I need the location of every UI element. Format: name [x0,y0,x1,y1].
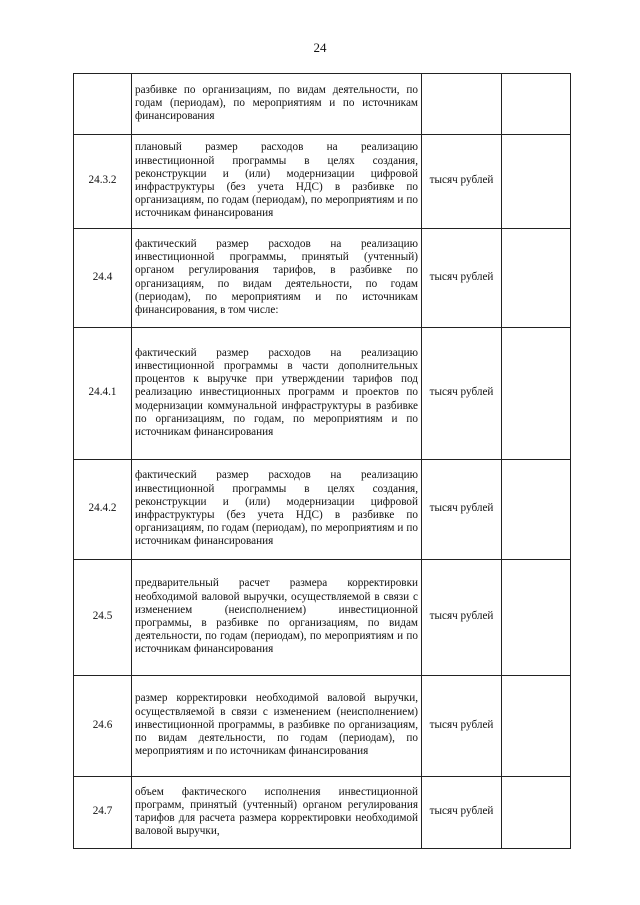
row-description: разбивке по организациям, по видам деятельности, по годам (периодам), по мероприятиям и по источникам финансирования [132,74,422,135]
row-number: 24.7 [74,777,132,849]
row-unit: тысяч рублей [422,328,502,460]
row-value [502,328,571,460]
row-number [74,74,132,135]
row-description: фактический размер расходов на реализацию инвестиционной программы в части дополнительных процентов к выручке при утверждении тарифов под реализацию инвестиционных программ и проектов по модернизации коммунальной инфраструктуры в разбивке по организациям, по годам, по мероприятиям и по источникам финансирования [132,328,422,460]
row-number: 24.5 [74,560,132,676]
table-row [74,460,571,560]
table-row [74,777,571,849]
row-description: объем фактического исполнения инвестиционной программ, принятый (учтенный) органом регулирования тарифов для расчета размера корректировки необходимой валовой выручки, [132,777,422,849]
table-row [74,328,571,460]
row-description: предварительный расчет размера корректировки необходимой валовой выручки, осуществляемой в связи с изменением (неисполнением) инвестиционной программы, в разбивке по организациям, по видам деятельности, по годам (периодам), по мероприятиям и по источникам финансирования [132,560,422,676]
row-value [502,560,571,676]
row-unit: тысяч рублей [422,135,502,229]
row-unit: тысяч рублей [422,777,502,849]
row-unit: тысяч рублей [422,229,502,328]
table-row [74,135,571,229]
row-number: 24.4 [74,229,132,328]
indicators-table [73,73,571,849]
table-row [74,74,571,135]
row-number: 24.3.2 [74,135,132,229]
row-value [502,676,571,777]
row-description: фактический размер расходов на реализацию инвестиционной программы в целях создания, реконструкции и (или) модернизации цифровой инфраструктуры (без учета НДС) в разбивке по организациям, по годам (периодам), по мероприятиям и по источникам финансирования [132,460,422,560]
row-unit: тысяч рублей [422,676,502,777]
row-value [502,229,571,328]
page-number: 24 [313,40,327,55]
row-description: размер корректировки необходимой валовой выручки, осуществляемой в связи с изменением (неисполнением) инвестиционной программы, в разбивке по организациям, по видам деятельности, по годам (периодам), по мероприятиям и по источникам финансирования [132,676,422,777]
row-unit [422,74,502,135]
row-value [502,74,571,135]
row-number: 24.4.1 [74,328,132,460]
row-value [502,777,571,849]
row-unit: тысяч рублей [422,460,502,560]
row-unit: тысяч рублей [422,560,502,676]
table-row [74,229,571,328]
row-description: фактический размер расходов на реализацию инвестиционной программы, принятый (учтенный) органом регулирования тарифов, в разбивке по организациям, по видам деятельности, по годам (периодам), по мероприятиям и по источникам финансирования, в том числе: [132,229,422,328]
row-value [502,460,571,560]
row-number: 24.4.2 [74,460,132,560]
table-row [74,676,571,777]
row-number: 24.6 [74,676,132,777]
table-row [74,560,571,676]
row-value [502,135,571,229]
row-description: плановый размер расходов на реализацию инвестиционной программы в целях создания, реконструкции и (или) модернизации цифровой инфраструктуры (без учета НДС) в разбивке по организациям, по годам (периодам), по мероприятиям и по источникам финансирования [132,135,422,229]
